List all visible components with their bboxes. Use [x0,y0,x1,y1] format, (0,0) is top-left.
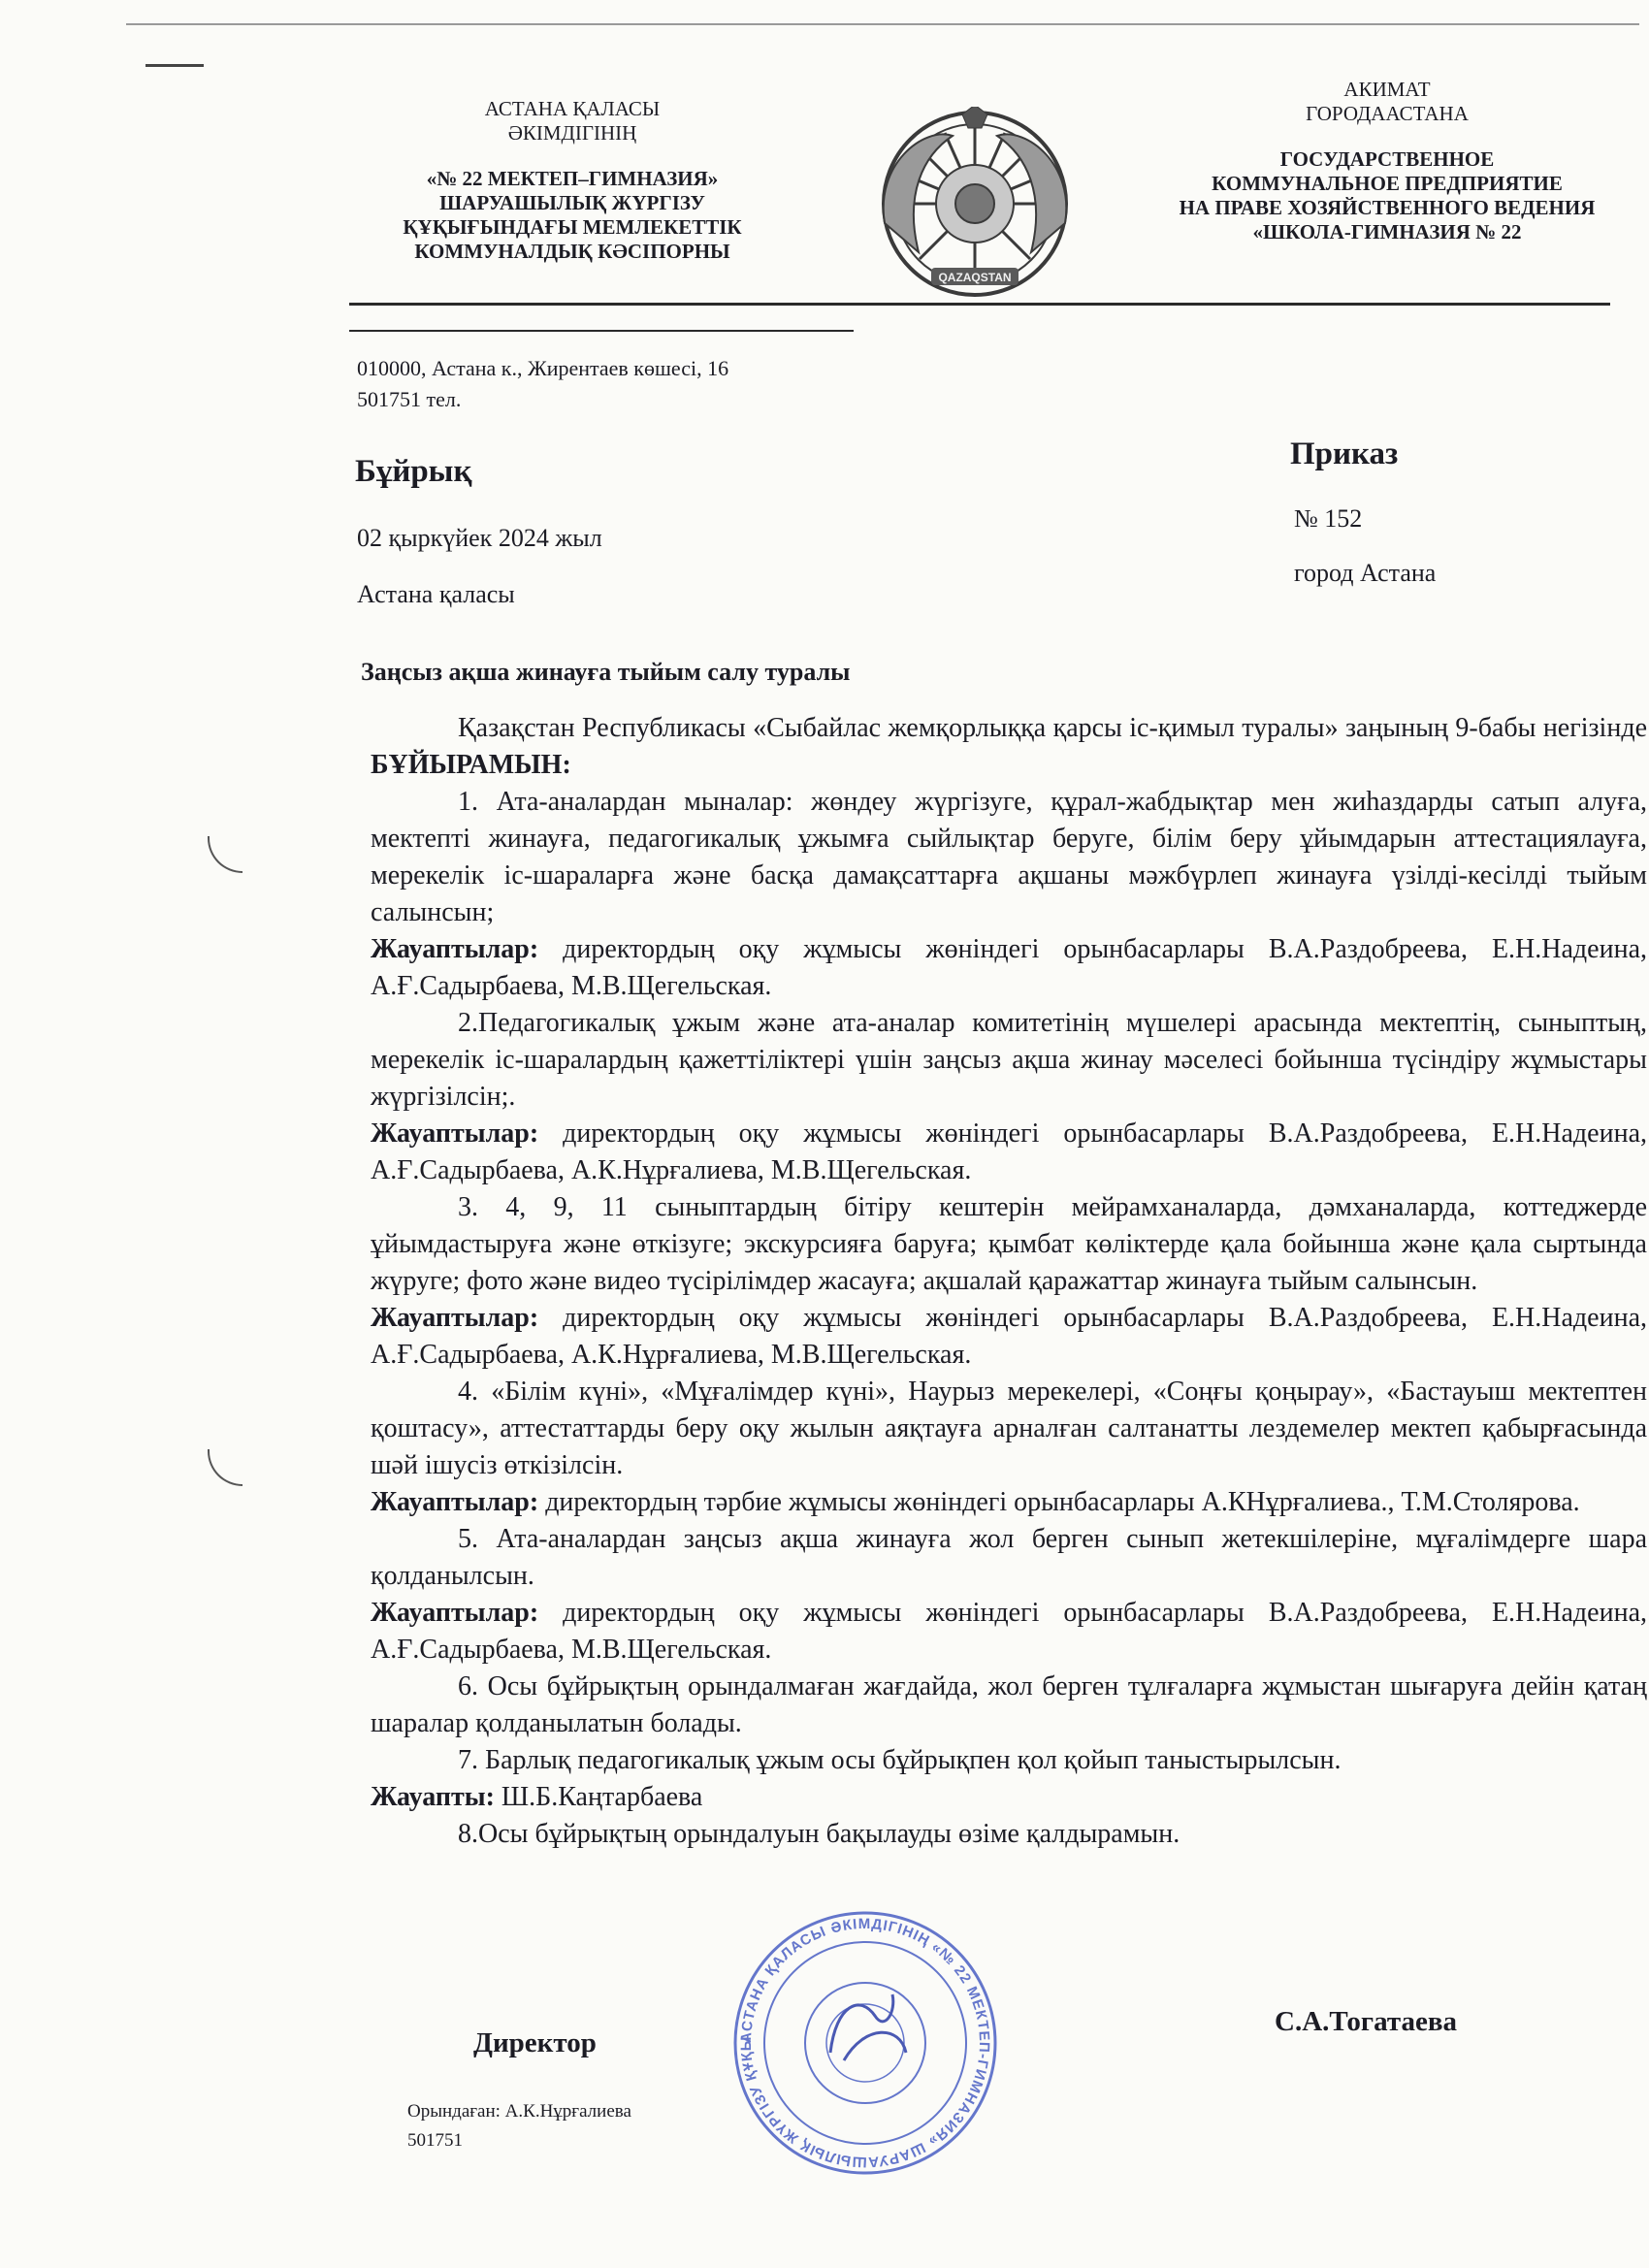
header-divider [349,330,854,332]
responsible-text: директордың оқу жұмысы жөніндегі орынбасарлары В.А.Раздобреева, Е.Н.Надеина, А.Ғ.Садырбаева, М.В.Щегельская. [371,1598,1647,1665]
punch-hole-mark [208,836,242,873]
preamble [371,710,1647,784]
responsible-label: Жауаптылар: [371,1303,539,1333]
responsible-7 [371,1779,1647,1816]
order-item-3: 3. 4, 9, 11 сыныптардың бітіру кештерін мейрамханаларда, дәмханаларда, коттеджерде ұйымдастыруға және өткізуге; экскурсияға баруға; қымбат көліктерде қала бойынша және қала сыртында жүруге; фото және видео түсірілімдер жасауға; ақшалай қаражаттар жинауға тыйым салынсын. [371,1192,1647,1296]
order-item-8: 8.Осы бұйрықтың орындалуын бақылауды өзіме қалдырамын. [458,1819,1180,1849]
executor-line: Орындаған: А.К.Нұрғалиева [407,2101,631,2122]
header-divider [349,303,1610,306]
stamp-seal-icon [729,1907,1001,2179]
responsible-2 [371,1116,1647,1189]
order-date: 02 қыркүйек 2024 жыл [357,524,602,552]
preamble-command: БҰЙЫРАМЫН: [371,750,571,780]
responsible-label: Жауаптылар: [371,934,539,964]
order-item-7: 7. Барлық педагогикалық ұжым осы бұйрықпен қол қойып таныстырылсын. [458,1745,1342,1775]
address-line: 501751 тел. [357,387,462,411]
header-left-line: ӘКІМДІГІНІҢ [507,121,637,145]
order-item-2: 2.Педагогикалық ұжым және ата-аналар комитетінің мүшелері арасында мектептің, сыныптың, мерекелік іс-шаралардың қажеттіліктері үшін заңсыз ақша жинау мәселесі бойынша түсіндіру жұмыстары жүргізілсін;. [371,1008,1647,1112]
signature-position: Директор [473,2027,597,2058]
order-title: Заңсыз ақша жинауға тыйым салу туралы [361,658,851,686]
responsible-text: директордың оқу жұмысы жөніндегі орынбасарлары В.А.Раздобреева, Е.Н.Надеина, А.Ғ.Садырбаева, А.К.Нұрғалиева, М.В.Щегельская. [371,1303,1647,1370]
responsible-5 [371,1595,1647,1669]
responsible-1 [371,931,1647,1005]
doc-type-kz: Бұйрық [355,454,472,489]
header-left-line: ҚҰҚЫҒЫНДАҒЫ МЕМЛЕКЕТТІК [403,215,742,239]
executor-phone: 501751 [407,2130,463,2151]
order-number: № 152 [1294,504,1363,533]
order-item-1: 1. Ата-аналардан мыналар: жөндеу жүргізуге, құрал-жабдықтар мен жиһаздарды сатып алуға, мектепті жинауға, педагогикалық ұжымға сыйлықтар беруге, білім беру ұйымдарын аттестациялауға, мерекелік іс-шараларға және басқа дамақсаттарға ақшаны мәжбүрлеп жинауға үзілді-кесілді тыйым салынсын; [371,787,1647,927]
address-block [357,353,939,415]
preamble-text: Қазақстан Республикасы «Сыбайлас жемқорлыққа қарсы іс-қимыл туралы» заңының 9-бабы негізінде [458,713,1647,743]
official-stamp [729,1907,1001,2179]
stamp-text: АСТАНА ҚАЛАСЫ ӘКІМДІГІНІҢ «№ 22 МЕКТЕП-ГИМНАЗИЯ» ШАРУАШЫЛЫҚ ЖҮРГІЗУ ҚҰҚЫ [737,1915,993,2171]
order-city-kz: Астана қаласы [357,580,515,608]
order-item-4: 4. «Білім күні», «Мұғалімдер күні», Наурыз мерекелері, «Соңғы қоңырау», «Бастауыш мектептен қоштасу», аттестаттарды беру оқу жылын аяқтауға арналған салтанатты лездемелер мектеп қабырғасында шәй ішусіз өткізілсін. [371,1377,1647,1480]
responsible-label: Жауаптылар: [371,1118,539,1149]
doc-type-ru: Приказ [1290,437,1399,471]
signature-name: С.А.Тогатаева [1275,2006,1457,2037]
header-right-line: ГОСУДАРСТВЕННОЕ [1279,147,1495,171]
header-right-line: ГОРОДААСТАНА [1306,102,1469,125]
scan-edge-line [126,23,1639,25]
header-left-line: «№ 22 МЕКТЕП–ГИМНАЗИЯ» [426,167,719,190]
responsible-label: Жауаптылар: [371,1487,539,1517]
scan-edge-line [146,64,204,67]
address-line: 010000, Астана к., Жирентаев көшесі, 16 [357,356,729,380]
emblem-icon [865,107,1084,301]
responsible-label: Жауапты: [371,1782,495,1812]
header-right [1135,78,1639,244]
header-left-line: АСТАНА ҚАЛАСЫ [484,97,661,120]
responsible-text: директордың оқу жұмысы жөніндегі орынбасарлары В.А.Раздобреева, Е.Н.Надеина, А.Ғ.Садырбаева, М.В.Щегельская. [371,934,1647,1001]
header-left [330,97,815,264]
order-item-6: 6. Осы бұйрықтың орындалмаған жағдайда, жол берген тұлғаларға жұмыстан шығаруға дейін қатаң шаралар қолданылатын болады. [371,1671,1647,1738]
responsible-text: директордың тәрбие жұмысы жөніндегі орынбасарлары А.КНұрғалиева., Т.М.Столярова. [538,1487,1580,1517]
header-right-line: КОММУНАЛЬНОЕ ПРЕДПРИЯТИЕ [1212,172,1563,195]
header-right-line: «ШКОЛА-ГИМНАЗИЯ № 22 [1252,220,1522,243]
footer [407,2097,631,2155]
header-right-line: НА ПРАВЕ ХОЗЯЙСТВЕННОГО ВЕДЕНИЯ [1179,196,1596,219]
responsible-text: директордың оқу жұмысы жөніндегі орынбасарлары В.А.Раздобреева, Е.Н.Надеина, А.Ғ.Садырбаева, А.К.Нұрғалиева, М.В.Щегельская. [371,1118,1647,1185]
order-city-ru: город Астана [1294,559,1437,587]
header-right-line: АКИМАТ [1343,78,1431,101]
responsible-3 [371,1300,1647,1374]
responsible-label: Жауаптылар: [371,1598,539,1628]
order-body [371,710,1647,1853]
order-item-5: 5. Ата-аналардан заңсыз ақша жинауға жол берген сынып жетекшілеріне, мұғалімдерге шара қолданылсын. [371,1524,1647,1591]
header-left-line: ШАРУАШЫЛЫҚ ЖҮРГІЗУ [439,191,705,214]
responsible-text: Ш.Б.Каңтарбаева [494,1782,703,1812]
state-emblem [865,107,1084,301]
responsible-4 [371,1484,1647,1521]
punch-hole-mark [208,1449,242,1486]
header-left-line: КОММУНАЛДЫҚ КӘСІПОРНЫ [414,240,730,263]
emblem-ribbon-text: QAZAQSTAN [938,271,1012,284]
